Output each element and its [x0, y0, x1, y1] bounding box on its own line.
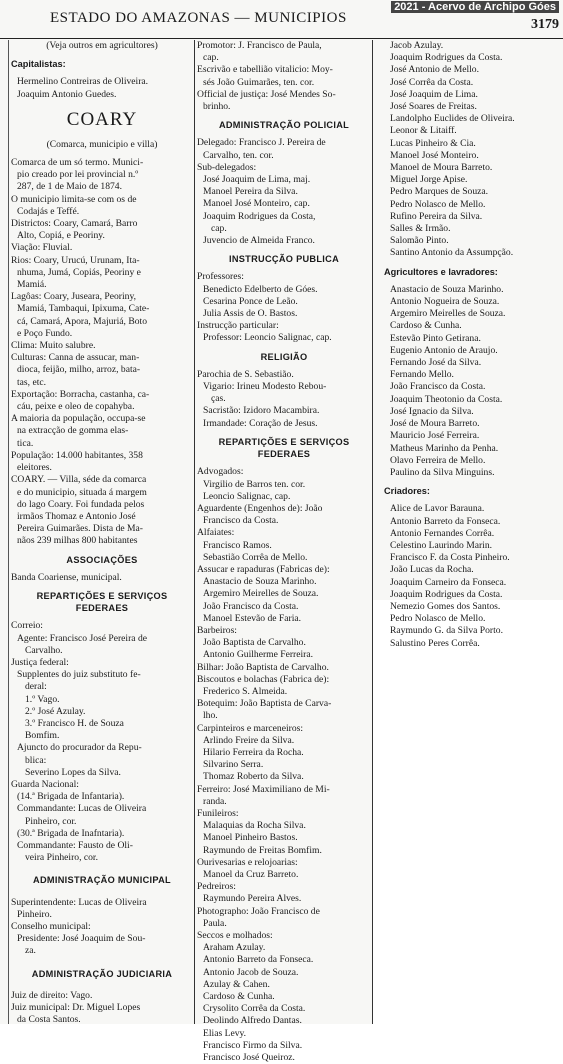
col1-line-66: Commandante: Lucas de Oliveira — [17, 803, 147, 815]
col1-line-79 — [11, 958, 193, 968]
col1-line-51: Correio: — [11, 620, 43, 632]
col3-line-7: Leonor & Litaiff. — [390, 125, 457, 137]
col1-line-83: Juiz municipal: Dr. Miguel Lopes — [11, 1002, 141, 1014]
col2-line-30: Parochia de S. Sebastião. — [197, 368, 294, 380]
col1-line-84: da Costa Santos. — [17, 1014, 81, 1026]
col2-line-21: Professores: — [197, 271, 244, 283]
col3-line-15: Salles & Irmão. — [390, 223, 451, 235]
col1-line-4: Hermelino Contreiras de Oliveira. — [17, 76, 149, 88]
col1-line-82: Juiz de direito: Vago. — [11, 989, 93, 1001]
col3-line-30: Joaquim Theotonio da Costa. — [390, 393, 503, 405]
col2-line-52: Barbeiros: — [197, 624, 237, 636]
col2-line-71: Ourivesarias e relojoarias: — [197, 856, 298, 868]
col2-line-81: Azulay & Cahen. — [203, 978, 270, 990]
col3-line-29: João Francisco da Costa. — [390, 381, 486, 393]
col1-line-19: Rios: Coary, Urucú, Urunam, Ita- — [11, 254, 140, 266]
col3-line-2: José Antonio de Mello. — [390, 64, 480, 76]
col3-line-43: Celestino Laurindo Marin. — [390, 539, 493, 551]
col1-line-21: Mamiá. — [17, 279, 47, 291]
col1-line-80: ADMINISTRAÇÃO JUDICIARIA — [31, 968, 173, 979]
col1-line-53: Carvalho. — [25, 644, 63, 656]
col2-line-33: Sacristão: Izidoro Macambira. — [203, 405, 320, 417]
col3-line-26: Eugenio Antonio de Araujo. — [390, 344, 498, 356]
col2-line-2: Escrivão e tabellião vitalicio: Moy- — [197, 64, 333, 76]
col3-line-5: José Soares de Freitas. — [390, 101, 477, 113]
col1-line-59: 3.º Francisco H. de Souza — [25, 717, 124, 729]
col1-line-20: nhuma, Jumá, Copiás, Peoriny e — [17, 266, 141, 278]
blank-area — [373, 600, 563, 1024]
col3-line-45: João Lucas da Rocha. — [390, 564, 474, 576]
col2-line-58: Botequim: João Baptista de Carva- — [197, 698, 332, 710]
col2-line-5: brinho. — [203, 101, 231, 113]
col1-line-62: blica: — [25, 754, 47, 766]
col2-line-60: Carpinteiros e marceneiros: — [197, 722, 304, 734]
col1-line-72: ADMINISTRAÇÃO MUNICIPAL — [33, 875, 171, 886]
col2-line-12: José Joaquim de Lima, maj. — [203, 174, 311, 186]
col1-line-63: Severino Lopes da Silva. — [25, 766, 121, 778]
col1-line-44: ASSOCIAÇÕES — [66, 554, 138, 565]
col3-line-46: Joaquim Carneiro da Fonseca. — [390, 576, 507, 588]
col1-line-38: e do municipio, situada á margem — [17, 486, 147, 498]
col3-line-14: Rufino Pereira da Silva. — [390, 210, 483, 222]
col2-line-32: ças. — [211, 393, 226, 405]
col2-line-4: Official de justiça: José Mendes So- — [197, 88, 336, 100]
col1-line-75: Pinheiro. — [17, 908, 52, 920]
col3-line-13: Pedro Nolasco de Mello. — [390, 198, 486, 210]
col2-line-73: Pedreiros: — [197, 881, 236, 893]
col3-line-8: Lucas Pinheiro & Cia. — [390, 137, 476, 149]
col1-line-46: Banda Coariense, municipal. — [11, 571, 122, 583]
col1-line-67: Pinheiro, cor. — [25, 815, 77, 827]
col1-line-11: Comarca de um só termo. Munici- — [11, 157, 144, 169]
col1-line-78: za. — [25, 945, 36, 957]
col1-line-81 — [11, 980, 193, 990]
col2-line-68: Malaquias da Rocha Silva. — [203, 820, 306, 832]
col2-line-17: Juvencio de Almeida Franco. — [203, 235, 315, 247]
col2-line-26: Professor: Leoncio Salignac, cap. — [203, 332, 332, 344]
col2-line-66: randa. — [203, 795, 227, 807]
col2-line-13: Manoel Pereira da Silva. — [203, 186, 298, 198]
col1-line-56: deral: — [25, 681, 47, 693]
col2-line-76: Paula. — [203, 917, 227, 929]
col2-line-7: ADMINISTRAÇÃO POLICIAL — [218, 120, 350, 131]
col3-line-27: Fernando José da Silva. — [390, 357, 482, 369]
col2-line-22: Benedicto Edelberto de Góes. — [203, 283, 318, 295]
col3-line-21: Anastacio de Souza Marinho. — [390, 283, 504, 295]
col2-line-31: Vigario: Irineu Modesto Rebou- — [203, 381, 327, 393]
col2-line-47: Assucar e rapaduras (Fabricas de): — [197, 563, 330, 575]
col3-line-6: Landolpho Euclides de Oliveira. — [390, 113, 515, 125]
col1-line-39: do lago Coary. Foi fundada pelos — [17, 498, 145, 510]
col2-line-75: Photographo: João Francisco de — [197, 905, 320, 917]
col2-line-0: Promotor: J. Francisco de Paula, — [197, 40, 322, 51]
col1-line-32: A maioria da população, occupa-se — [11, 413, 146, 425]
col2-line-44: Alfaiates: — [197, 527, 235, 539]
col2-line-50: João Francisco da Costa. — [203, 600, 299, 612]
col3-line-42: Antonio Fernandes Corrêa. — [390, 527, 495, 539]
col3-line-51: Salustino Peres Corrêa. — [390, 637, 480, 649]
col2-line-40: Virgilio de Barros ten. cor. — [203, 478, 306, 490]
col2-line-37: FEDERAES — [257, 449, 311, 460]
col1-line-14: O municipio limita-se com os de — [11, 193, 137, 205]
col1-line-57: 1.º Vago. — [25, 693, 60, 705]
col2-line-83: Crysolito Corrêa da Costa. — [203, 1003, 306, 1015]
col1-line-54: Justiça federal: — [11, 656, 69, 668]
col1-line-13: 287, de 1 de Maio de 1874. — [17, 181, 122, 193]
col2-line-45: Francisco Ramos. — [203, 539, 272, 551]
page-number: 3179 — [531, 17, 559, 32]
col2-line-54: Antonio Guilherme Ferreira. — [203, 649, 314, 661]
col2-line-69: Manoel Pinheiro Bastos. — [203, 832, 298, 844]
col1-line-7: COARY — [66, 108, 138, 130]
col2-line-3: sés João Guimarães, ten. cor. — [203, 76, 315, 88]
col2-line-10: Carvalho, ten. cor. — [203, 149, 274, 161]
col2-line-57: Frederico S. Almeida. — [203, 685, 288, 697]
col2-line-11: Sub-delegados: — [197, 161, 257, 173]
col3-line-3: José Corrêa da Costa. — [390, 76, 474, 88]
col2-line-77: Seccos e molhados: — [197, 930, 273, 942]
col3-line-44: Francisco F. da Costa Pinheiro. — [390, 552, 510, 564]
col2-line-41: Leoncio Salignac, cap. — [203, 490, 291, 502]
col3-line-24: Cardoso & Cunha. — [390, 320, 462, 332]
col1-line-15: Codajás e Teffé. — [17, 205, 80, 217]
col3-line-16: Salomão Pinto. — [390, 235, 449, 247]
col1-line-69: Commandante: Fausto de Oli- — [17, 839, 133, 851]
col3-line-12: Pedro Marques de Souza. — [390, 186, 489, 198]
col1-line-71 — [11, 864, 193, 874]
col2-line-62: Hilario Ferreira da Rocha. — [203, 746, 304, 758]
col2-line-1: cap. — [203, 52, 219, 64]
col3-line-10: Manoel de Moura Barreto. — [390, 162, 493, 174]
col1-line-64: Guarda Nacional: — [11, 778, 79, 790]
col2-line-79: Antonio Barreto da Fonseca. — [203, 954, 314, 966]
col2-line-86: Francisco Firmo da Silva. — [203, 1039, 303, 1051]
col2-line-34: Irmandade: Coração de Jesus. — [203, 417, 318, 429]
col1-line-25: e Poço Fundo. — [17, 327, 73, 339]
col1-line-77: Presidente: José Joaquim de Sou- — [17, 933, 146, 945]
column-3 — [384, 40, 560, 649]
col2-line-36: REPARTIÇÕES E SERVIÇOS — [218, 436, 350, 447]
col1-line-22: Lagôas: Coary, Juseara, Peoriny, — [11, 291, 137, 303]
col1-line-24: cá, Camará, Apora, Majuriá, Boto — [17, 315, 148, 327]
col1-line-27: Culturas: Canna de assucar, man- — [11, 352, 140, 364]
col1-line-61: Ajuncto do procurador da Repu- — [17, 742, 142, 754]
col3-line-32: José de Moura Barreto. — [390, 418, 480, 430]
col1-line-35: População: 14.000 habitantes, 358 — [11, 449, 143, 461]
col1-line-36: eleitores. — [17, 462, 52, 474]
column-divider-1 — [194, 40, 195, 1024]
col3-line-22: Antonio Nogueira de Souza. — [390, 296, 500, 308]
col2-line-14: Manoel José Monteiro, cap. — [203, 198, 310, 210]
col1-line-16: Districtos: Coary, Camará, Barro — [11, 218, 138, 230]
col1-line-0: (Veja outros em agricultores) — [46, 40, 158, 51]
col3-line-33: Mauricio José Ferreira. — [390, 430, 480, 442]
col2-line-80: Antonio Jacob de Souza. — [203, 966, 299, 978]
col2-line-19: INSTRUCÇÃO PUBLICA — [228, 254, 340, 265]
col2-line-46: Sebastião Corrêa de Mello. — [203, 551, 308, 563]
col3-line-23: Argemiro Meirelles de Souza. — [390, 308, 506, 320]
col2-line-43: Francisco da Costa. — [203, 515, 279, 527]
col3-line-17: Santino Antonio da Assumpção. — [390, 247, 514, 259]
col2-line-85: Elias Levy. — [203, 1027, 247, 1039]
column-2 — [197, 40, 371, 1064]
col2-line-48: Anastacio de Souza Marinho. — [203, 576, 317, 588]
col1-line-55: Supplentes do juiz substituto fe- — [17, 669, 141, 681]
col2-line-59: lho. — [203, 710, 218, 722]
col1-line-42: nãos 239 milhas 800 habitantes — [17, 535, 138, 547]
col1-line-48: REPARTIÇÕES E SERVIÇOS — [36, 590, 168, 601]
col2-line-53: João Baptista de Carvalho. — [203, 637, 306, 649]
col1-line-37: COARY. — Villa, séde da comarca — [11, 474, 147, 486]
col2-line-49: Argemiro Meirelles de Souza. — [203, 588, 319, 600]
col2-line-9: Delegado: Francisco J. Pereira de — [197, 137, 326, 149]
header-title: ESTADO DO AMAZONAS — MUNICIPIOS — [50, 10, 347, 26]
col1-line-28: dioca, feijão, milho, arroz, bata- — [17, 364, 141, 376]
col3-line-34: Matheus Marinho da Penha. — [390, 442, 499, 454]
col2-line-28: RELIGIÃO — [260, 351, 308, 362]
column-1 — [11, 40, 193, 1024]
col2-line-24: Julia Assis de O. Bastos. — [203, 308, 298, 320]
col3-line-11: Miguel Jorge Apise. — [390, 174, 468, 186]
col2-line-72: Manoel da Cruz Barreto. — [203, 869, 299, 880]
col3-line-31: José Ignacio da Silva. — [390, 405, 474, 417]
col2-line-67: Funileiros: — [197, 807, 239, 819]
col2-line-15: Joaquim Rodrigues da Costa, — [203, 210, 316, 222]
col2-line-42: Aguardente (Engenhos de): João — [197, 502, 323, 514]
col1-line-23: Mamiá, Tambaqui, Ipixuma, Cate- — [17, 303, 150, 315]
col1-line-34: tica. — [17, 437, 34, 449]
col1-line-73 — [11, 887, 193, 897]
left-margin-rule — [8, 40, 9, 1024]
col2-line-78: Araham Azulay. — [203, 942, 266, 954]
col1-line-58: 2.º José Azulay. — [25, 705, 86, 717]
col2-line-61: Arlindo Freire da Silva. — [203, 734, 295, 746]
col1-line-31: cáu, peixe e oleo de copahyba. — [17, 401, 135, 413]
col1-line-65: (14.ª Brigada de Infantaria). — [17, 791, 125, 803]
col1-line-17: Alto, Copiá, e Peoriny. — [17, 230, 105, 242]
col2-line-70: Raymundo de Freitas Bomfim. — [203, 844, 322, 856]
col1-line-68: (30.ª Brigada de Inafntaria). — [17, 827, 125, 839]
col2-line-56: Biscoutos e bolachas (Fabrica de): — [197, 673, 330, 685]
col1-line-60: Bomfim. — [25, 730, 60, 742]
col2-line-23: Cesarina Ponce de Leão. — [203, 295, 298, 307]
col3-line-9: Manoel José Monteiro. — [390, 149, 479, 161]
col1-line-49: FEDERAES — [75, 603, 129, 614]
col1-line-18: Viação: Fluvial. — [11, 242, 73, 254]
col1-line-5: Joaquim Antonio Guedes. — [17, 88, 117, 100]
col1-line-74: Superintendente: Lucas de Oliveira — [11, 896, 147, 908]
col3-line-28: Fernando Mello. — [390, 369, 454, 381]
col1-line-29: tas, etc. — [17, 376, 47, 388]
col2-line-84: Deolindo Alfredo Dantas. — [203, 1015, 302, 1027]
col1-line-2: Capitalistas: — [11, 59, 66, 70]
page-header — [0, 0, 563, 39]
col3-line-38: Criadores: — [384, 486, 430, 497]
col3-line-19: Agricultores e lavradores: — [384, 266, 498, 277]
col2-line-65: Ferreiro: José Maximiliano de Mi- — [197, 783, 330, 795]
col2-line-25: Instrucção particular: — [197, 320, 279, 332]
col3-line-4: José Joaquim de Lima. — [390, 88, 478, 100]
col2-line-87: Francisco José Queiroz. — [203, 1052, 295, 1064]
col1-line-33: na extracção de gomma elas- — [17, 425, 129, 437]
col3-line-36: Paulino da Silva Minguins. — [390, 466, 495, 478]
col1-line-52: Agente: Francisco José Pereira de — [17, 632, 148, 644]
col3-line-1: Joaquim Rodrigues da Costa. — [390, 52, 503, 64]
col3-line-0: Jacob Azulay. — [390, 40, 444, 51]
col3-line-47: Joaquim Rodrigues da Costa. — [390, 588, 503, 600]
col1-line-70: veira Pinheiro, cor. — [25, 852, 98, 864]
col2-line-55: Bilhar: João Baptista de Carvalho. — [197, 661, 329, 673]
watermark: 2021 - Acervo de Archipo Góes — [391, 1, 559, 13]
col2-line-16: cap. — [211, 222, 227, 234]
col3-line-49: Pedro Nolasco de Mello. — [390, 613, 486, 625]
col2-line-39: Advogados: — [197, 466, 244, 478]
col1-line-9: (Comarca, municipio e villa) — [46, 138, 158, 150]
col2-line-51: Manoel Estevão de Faria. — [203, 612, 302, 624]
col2-line-64: Thomaz Roberto da Silva. — [203, 771, 304, 783]
col2-line-74: Raymundo Pereira Alves. — [203, 893, 302, 905]
col3-line-48: Nemezio Gomes dos Santos. — [390, 600, 501, 612]
col3-line-35: Olavo Ferreira de Mello. — [390, 454, 486, 466]
col3-line-50: Raymundo G. da Silva Porto. — [390, 625, 503, 637]
col1-line-26: Clima: Muito salubre. — [11, 340, 96, 352]
col1-line-12: pio creado por lei provincial n.º — [17, 169, 139, 181]
col1-line-30: Exportação: Borracha, castanha, ca- — [11, 388, 150, 400]
col1-line-40: irmãos Thomaz e Antonio José — [17, 510, 136, 522]
col2-line-82: Cardoso & Cunha. — [203, 991, 275, 1003]
col3-line-41: Antonio Barreto da Fonseca. — [390, 515, 501, 527]
col1-line-41: Pereira Guimarães. Dista de Ma- — [17, 523, 144, 535]
col3-line-25: Estevão Pinto Getirana. — [390, 332, 481, 344]
col2-line-63: Silvarino Serra. — [203, 759, 264, 771]
col1-line-76: Conselho municipal: — [11, 921, 91, 932]
col3-line-40: Alice de Lavor Barauna. — [390, 503, 485, 515]
